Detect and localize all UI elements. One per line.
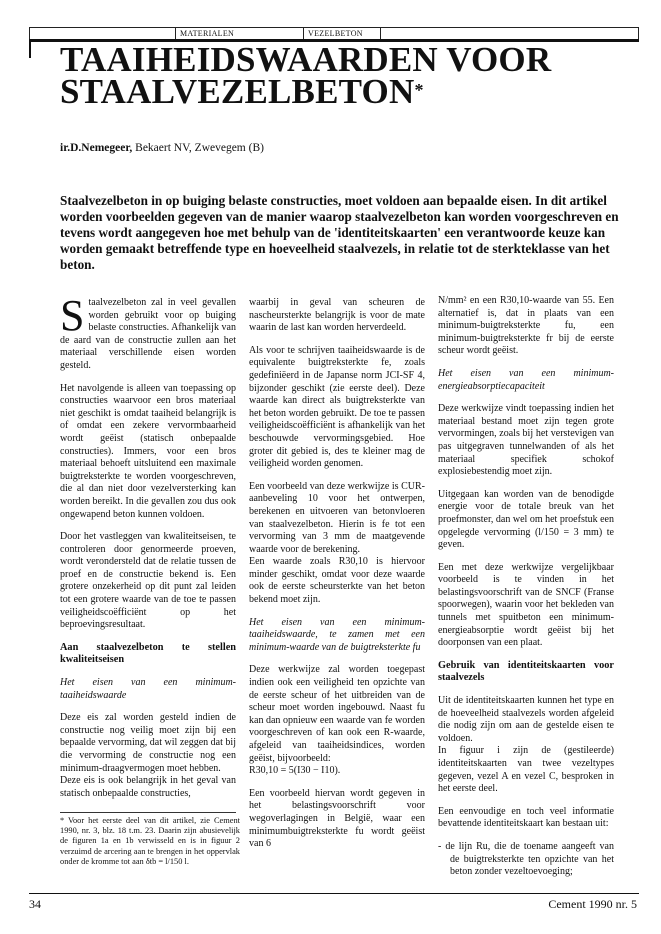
paragraph	[60, 291, 236, 373]
subsection-heading: Het eisen van een minimum-taaiheidswaarde, te zamen met een minimum-waarde van de buigtreksterkte fu	[249, 616, 425, 653]
section-label-materialen: MATERIALEN	[175, 28, 308, 40]
title-line-2: STAALVEZELBETON	[60, 72, 415, 111]
paragraph: Uit de identiteitskaarten kunnen het type en de hoeveelheid staalvezels worden afgeleid die nodig zijn om aan de gestelde eisen te voldoen.	[438, 695, 614, 744]
section-heading: Gebruik van identiteitskaarten voor staalvezels	[438, 659, 614, 684]
drop-cap: S	[60, 291, 85, 340]
lead-paragraph: Staalvezelbeton in op buiging belaste constructies, moet voldoen aan bepaalde eisen. In dit artikel worden voorbeelden gegeven van de manier waarop staalvezelbeton kan worden voorgeschreven en tevens wordt aangegeven hoe met behulp van de 'identiteitskaarten' een verantwoorde keuze kan worden gemaakt betreffende type en hoeveelheid staalvezels, in relatie tot de sterkteklasse van het beton.	[60, 193, 619, 272]
title-line-1: TAAIHEIDSWAARDEN VOOR	[60, 40, 552, 79]
author-name: ir.D.Nemegeer,	[60, 142, 133, 154]
author-line	[60, 142, 264, 154]
author-affiliation: Bekaert NV, Zwevegem (B)	[132, 142, 264, 154]
paragraph: Een met deze werkwijze vergelijkbaar voorbeeld is te vinden in het belastingsvoorschrift van de SNCF (Franse spoorwegen), waarin voor het bekleden van tunnels met spuitbeton een minimum-energieabsorptie wordt geëist bij het doorponsen van een plaat.	[438, 561, 614, 649]
text-column-2	[249, 297, 425, 851]
paragraph: Door het vastleggen van kwaliteitseisen, te controleren door genormeerde proeven, wordt verondersteld dat de relatie tussen de proef en de constructie bekend is. Een grotere onzekerheid op dit punt zal leiden tot een grotere waarde van de toe te passen veiligheidscoëfficiënt op het beproevingsresultaat.	[60, 531, 236, 631]
paragraph: Een eenvoudige en toch veel informatie bevattende identiteitskaart kan bestaan uit:	[438, 805, 614, 830]
header-left-rule	[29, 39, 31, 58]
paragraph: Uitgegaan kan worden van de benodigde energie voor de totale breuk van het proefmonster, dan wel om het proefstuk een opgelegde vervorming (l/150 = 3 mm) te geven.	[438, 488, 614, 551]
subsection-heading: Het eisen van een minimum-taaiheidswaarde	[60, 677, 236, 701]
footnote: * Voor het eerste deel van dit artikel, zie Cement 1990, nr. 3, blz. 18 t.m. 23. Daarin zijn abusievelijk de figuren 1a en 1b verwisseld en is in figuur 2 verzuimd de arcering aan te brengen in het oppervlak onder de kromme tot aan δtb = l/150 l.	[60, 816, 240, 866]
paragraph: Deze werkwijze vindt toepassing indien het materiaal bestand moet zijn tegen grote vervormingen, zoals bij het verstevigen van pas uitgegraven tunnelwanden of als het materiaal specifiek schokof explosiebestendig moet zijn.	[438, 403, 614, 478]
formula: R30,10 = 5(I30 − I10).	[249, 765, 341, 777]
paragraph: Een voorbeeld hiervan wordt gegeven in het belastingsvoorschrift voor wegoverlagingen in België, waar een minimumbuigtreksterkte fu wordt geëist van 6	[249, 787, 425, 850]
paragraph: Deze werkwijze zal worden toegepast indien ook een veiligheid ten opzichte van de eerste scheur of het uitbreiden van de scheur moet worden ingebouwd. Naast fu kan dan opnieuw een waarde van fe worden voorgeschreven of kan ook een R-waarde, afgeleid van taaiheidsindices, worden geëist, bijvoorbeeld:	[249, 664, 425, 764]
footnote-rule	[60, 812, 236, 813]
paragraph: Een waarde zoals R30,10 is hiervoor minder geschikt, omdat voor deze waarde ook de eerste scheursterkte van het beton bekend moet zijn.	[249, 556, 425, 606]
list-item: - de lijn Ru, die de toename aangeeft van de buigtreksterkte ten opzichte van het beton zonder vezeltoevoeging;	[438, 840, 614, 878]
text-column-3	[438, 295, 614, 879]
title-footnote-mark: *	[414, 80, 424, 100]
definition-list	[438, 841, 614, 879]
paragraph: Deze eis zal worden gesteld indien de constructie nog veilig moet zijn bij een bepaalde vervorming, dat wil zeggen dat bij die vervorming de constructie nog een minimum-draagvermogen moet hebben.	[60, 712, 236, 774]
paragraph: N/mm² en een R30,10-waarde van 55. Een alternatief is, dat in plaats van een minimum-buigtreksterkte fu, een minimum-buigtreksterkte fr bij de eerste scheur wordt geëist.	[438, 295, 614, 357]
paragraph: Deze eis is ook belangrijk in het geval van statisch onbepaalde constructies,	[60, 775, 236, 799]
text-column-1	[60, 291, 236, 800]
section-heading: Aan staalvezelbeton te stellen kwaliteitseisen	[60, 641, 236, 666]
article-title	[60, 40, 640, 111]
paragraph: waarbij in geval van scheuren de nascheursterkte belangrijk is voor de mate waarin de last kan worden herverdeeld.	[249, 297, 425, 334]
subsection-heading: Het eisen van een minimum-energieabsorptiecapaciteit	[438, 367, 614, 392]
page-number: 34	[29, 897, 41, 911]
paragraph: Als voor te schrijven taaiheidswaarde is de equivalente buigtreksterkte fe, zoals gedefiniëerd in de Japanse norm JCI-SF 4, bijzonder geschikt (zie eerste deel). Deze waarde kan direct als buigtreksterkte van het beton worden gebruikt. De toe te passen veiligheidscoëfficiënt is afhankelijk van het beschouwde vervormingsgebied. Hoe groter dit gebied is, des te kleiner mag de veiligheid worden genomen.	[249, 344, 425, 470]
footer-rule	[29, 893, 639, 894]
section-label-vezelbeton: VEZELBETON	[303, 28, 381, 40]
paragraph: Het navolgende is alleen van toepassing op constructies waarvoor een bros materiaal niet geschikt is omdat taaiheid belangrijk is of omdat een zekere vervormbaarheid wordt geëist (statisch onbepaalde constructies). Immers, voor een bros materiaal behoeft uitsluitend een maximale buigtreksterkte te worden voorgeschreven, die al dan niet door vezelversterking kan worden bereikt. In die gevallen zou dus ook ongewapend beton kunnen voldoen.	[60, 382, 236, 520]
paragraph: In figuur i zijn de (gestileerde) identiteitskaarten van twee vezeltypes gegeven, vezel A en vezel C, besproken in het eerste deel.	[438, 745, 614, 795]
paragraph-text: taalvezelbeton zal in veel gevallen worden gebruikt voor op buiging belaste constructies. Afhankelijk van de aard van de constructie zullen aan het materiaal verschillende eisen worden gesteld.	[60, 297, 236, 371]
journal-reference: Cement 1990 nr. 5	[548, 897, 637, 911]
paragraph: Een voorbeeld van deze werkwijze is CUR-aanbeveling 10 voor het ontwerpen, berekenen en uitvoeren van betonvloeren van staalvezelbeton. Hierin is fe tot een vervorming van 3 mm de maatgevende waarde voor de berekening.	[249, 480, 425, 555]
